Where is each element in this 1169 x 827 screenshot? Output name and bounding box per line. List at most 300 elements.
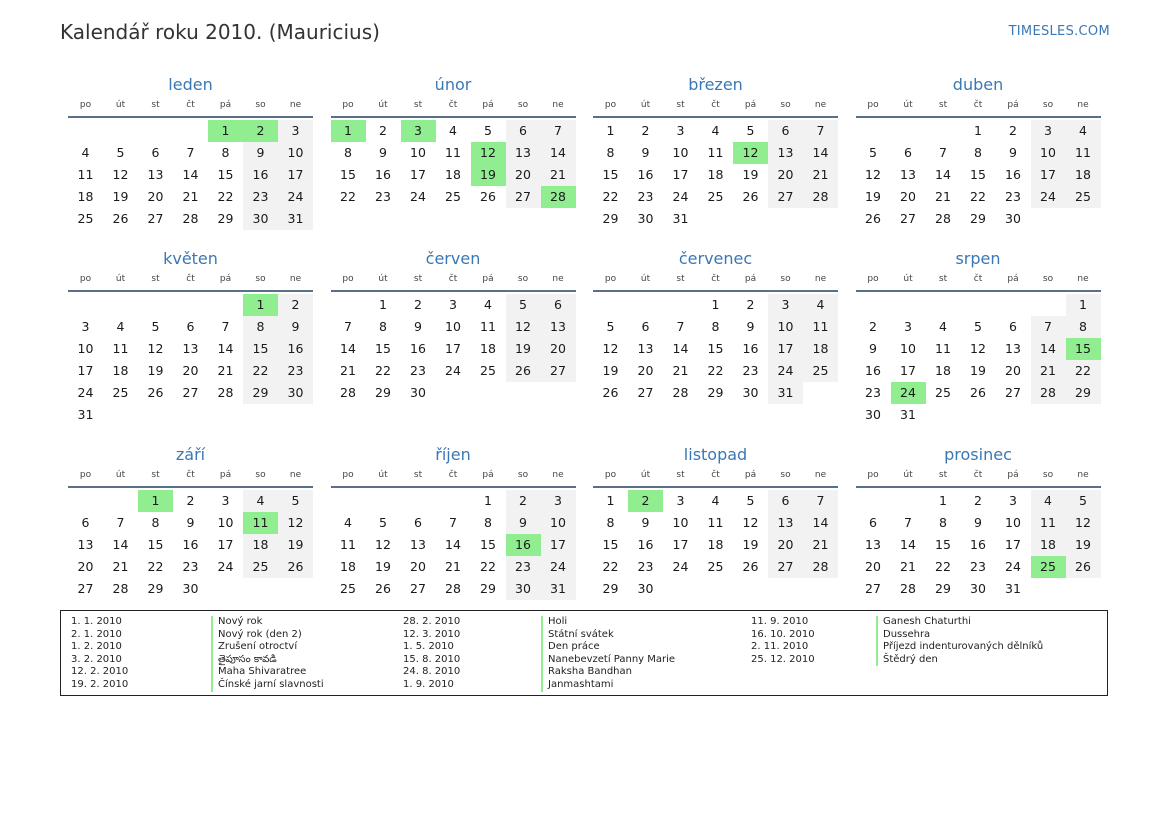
empty-cell (331, 490, 366, 512)
weekday-label: so (255, 470, 266, 480)
day-cell: 11 (1066, 142, 1101, 164)
day-cell: 28 (217, 385, 234, 400)
day-cell: 29 (1066, 382, 1101, 404)
day-cell: 9 (746, 319, 755, 334)
day-cell: 2 (746, 297, 755, 312)
day-cell: 15 (602, 537, 619, 552)
month-červenec (593, 247, 838, 404)
legend-date: 28. 2. 2010 (403, 616, 461, 627)
weekday-label: po (342, 100, 354, 110)
day-cell: 18 (445, 167, 461, 182)
day-cell: 10 (900, 341, 916, 356)
weekday-label: čt (711, 470, 720, 480)
weekday-label: út (640, 470, 651, 480)
day-cell: 20 (541, 338, 576, 360)
day-cell: 18 (77, 189, 94, 204)
day-cell: 16 (410, 341, 426, 356)
legend-holiday-name: Čínské jarní slavnosti (211, 679, 324, 692)
month-name: září (175, 445, 206, 464)
empty-cell (1031, 294, 1066, 316)
month-září (68, 443, 313, 600)
day-cell: 11 (707, 145, 724, 160)
day-cell: 7 (904, 515, 912, 530)
day-cell: 26 (375, 581, 391, 596)
legend-date: 12. 3. 2010 (403, 628, 461, 640)
day-cell: 31 (900, 407, 916, 422)
day-cell: 3 (278, 120, 313, 142)
empty-cell (173, 120, 208, 142)
day-cell: 18 (243, 534, 278, 556)
month-name: listopad (683, 445, 748, 464)
legend-date: 1. 2. 2010 (71, 641, 122, 653)
day-cell: 1 (484, 493, 492, 508)
day-cell: 30 (637, 211, 654, 226)
day-cell: 5 (151, 319, 160, 334)
empty-cell (68, 490, 103, 512)
weekday-label: út (115, 100, 126, 110)
day-cell: 13 (77, 537, 94, 552)
day-cell: 10 (1031, 142, 1066, 164)
day-cell: 22 (602, 189, 619, 204)
empty-cell (103, 490, 138, 512)
weekday-label: čt (448, 100, 458, 110)
day-cell: 31 (1005, 581, 1021, 596)
empty-cell (628, 294, 663, 316)
weekday-label: so (255, 100, 266, 110)
day-grid (331, 294, 576, 404)
empty-cell (68, 294, 103, 316)
day-cell: 21 (935, 189, 951, 204)
day-cell: 4 (116, 319, 125, 334)
day-cell: 14 (803, 512, 838, 534)
weekday-label: čt (973, 274, 983, 284)
holiday-day-cell: 11 (243, 512, 278, 534)
day-cell: 28 (935, 211, 951, 226)
legend-holiday-name: Raksha Bandhan (541, 666, 675, 679)
day-cell: 21 (340, 363, 356, 378)
day-cell: 30 (865, 407, 881, 422)
day-cell: 8 (939, 515, 947, 530)
weekday-label: pá (1007, 274, 1019, 284)
day-cell: 15 (970, 167, 986, 182)
month-květen (68, 247, 313, 426)
weekday-label: so (517, 274, 529, 284)
day-cell: 27 (900, 211, 916, 226)
weekday-label: st (413, 470, 423, 480)
month-leden (68, 73, 313, 230)
day-cell: 31 (541, 578, 576, 600)
day-cell: 19 (112, 189, 129, 204)
day-cell: 1 (606, 123, 615, 138)
holiday-legend (60, 610, 1108, 696)
day-cell: 28 (182, 211, 199, 226)
legend-names-col-2 (541, 616, 675, 692)
day-cell: 12 (375, 537, 391, 552)
day-cell: 3 (541, 490, 576, 512)
legend-names-col-3 (876, 616, 1043, 666)
day-cell: 23 (637, 189, 654, 204)
legend-date: 2. 11. 2010 (751, 641, 809, 653)
holiday-day-cell: 25 (1031, 556, 1066, 578)
legend-holiday-name: Janmashtami (541, 679, 675, 692)
weekday-label: ne (814, 274, 827, 284)
day-cell: 3 (449, 297, 457, 312)
day-cell: 27 (1005, 385, 1021, 400)
empty-cell (891, 294, 926, 316)
day-cell: 1 (711, 297, 720, 312)
legend-date: 12. 2. 2010 (71, 666, 129, 678)
weekday-label: pá (482, 274, 494, 284)
month-name: duben (952, 75, 1004, 94)
day-cell: 14 (217, 341, 234, 356)
day-cell: 10 (672, 515, 689, 530)
day-cell: 29 (243, 382, 278, 404)
day-cell: 8 (221, 145, 230, 160)
day-cell: 28 (672, 385, 689, 400)
day-cell: 6 (904, 145, 912, 160)
day-cell: 28 (1031, 382, 1066, 404)
day-cell: 21 (1031, 360, 1066, 382)
day-cell: 21 (900, 559, 916, 574)
day-cell: 16 (742, 341, 759, 356)
month-divider (856, 116, 1101, 118)
day-cell: 14 (112, 537, 129, 552)
day-cell: 4 (711, 493, 720, 508)
legend-date: 1. 9. 2010 (403, 678, 454, 690)
month-březen (593, 73, 838, 230)
legend-holiday-name: Nanebevzetí Panny Marie (541, 654, 675, 667)
day-cell: 20 (77, 559, 94, 574)
day-cell: 22 (602, 559, 619, 574)
day-cell: 28 (112, 581, 129, 596)
weekday-header (68, 271, 313, 287)
day-cell: 6 (506, 120, 541, 142)
day-cell: 10 (410, 145, 426, 160)
day-cell: 14 (1031, 338, 1066, 360)
day-cell: 20 (1005, 363, 1021, 378)
legend-holiday-name: Dussehra (876, 629, 1043, 642)
empty-cell (856, 490, 891, 512)
day-cell: 17 (445, 341, 461, 356)
day-cell: 24 (1005, 559, 1021, 574)
day-cell: 27 (768, 186, 803, 208)
day-grid (856, 120, 1101, 230)
day-cell: 30 (410, 385, 426, 400)
weekday-header (331, 271, 576, 287)
day-cell: 24 (672, 559, 689, 574)
day-cell: 20 (506, 164, 541, 186)
day-cell: 13 (637, 341, 654, 356)
day-cell: 29 (217, 211, 234, 226)
day-cell: 22 (970, 189, 986, 204)
day-cell: 18 (1031, 534, 1066, 556)
day-cell: 3 (1031, 120, 1066, 142)
day-cell: 9 (186, 515, 195, 530)
day-cell: 10 (445, 319, 461, 334)
month-divider (856, 486, 1101, 488)
day-cell: 5 (484, 123, 492, 138)
day-cell: 19 (147, 363, 164, 378)
weekday-label: út (640, 274, 651, 284)
day-cell: 4 (803, 294, 838, 316)
day-cell: 18 (1066, 164, 1101, 186)
day-cell: 14 (672, 341, 689, 356)
day-cell: 1 (974, 123, 982, 138)
page-title: Kalendář roku 2010. (Mauricius) (60, 20, 380, 44)
weekday-label: pá (1007, 100, 1019, 110)
day-cell: 13 (1005, 341, 1021, 356)
day-cell: 17 (768, 338, 803, 360)
day-cell: 4 (81, 145, 90, 160)
month-name: leden (168, 75, 213, 94)
day-cell: 14 (445, 537, 461, 552)
month-divider (68, 116, 313, 118)
day-cell: 6 (186, 319, 195, 334)
weekday-label: čt (448, 470, 458, 480)
day-cell: 24 (1031, 186, 1066, 208)
day-cell: 19 (278, 534, 313, 556)
day-cell: 17 (278, 164, 313, 186)
weekday-label: út (640, 100, 651, 110)
day-cell: 11 (707, 515, 724, 530)
weekday-label: po (604, 470, 617, 480)
day-cell: 21 (182, 189, 199, 204)
day-cell: 6 (768, 490, 803, 512)
month-červen (331, 247, 576, 404)
day-cell: 8 (484, 515, 492, 530)
day-cell: 11 (803, 316, 838, 338)
day-grid (68, 294, 313, 426)
day-cell: 26 (278, 556, 313, 578)
day-cell: 14 (900, 537, 916, 552)
day-cell: 6 (151, 145, 160, 160)
day-cell: 24 (278, 186, 313, 208)
day-cell: 20 (865, 559, 881, 574)
day-cell: 17 (672, 537, 689, 552)
day-cell: 4 (939, 319, 947, 334)
day-cell: 16 (970, 537, 986, 552)
day-cell: 30 (506, 578, 541, 600)
weekday-label: čt (186, 100, 195, 110)
day-cell: 22 (1066, 360, 1101, 382)
weekday-label: st (938, 274, 948, 284)
day-cell: 26 (865, 211, 881, 226)
holiday-day-cell: 15 (1066, 338, 1101, 360)
holiday-day-cell: 2 (628, 490, 663, 512)
day-cell: 17 (410, 167, 426, 182)
weekday-label: st (938, 100, 948, 110)
day-cell: 26 (112, 211, 129, 226)
holiday-day-cell: 1 (208, 120, 243, 142)
weekday-label: pá (219, 274, 232, 284)
day-cell: 24 (672, 189, 689, 204)
weekday-label: út (115, 470, 126, 480)
day-cell: 26 (970, 385, 986, 400)
empty-cell (926, 120, 961, 142)
day-cell: 13 (410, 537, 426, 552)
legend-holiday-name: Příjezd indenturovaných dělníků (876, 641, 1043, 654)
day-cell: 27 (865, 581, 881, 596)
day-cell: 15 (602, 167, 619, 182)
day-cell: 5 (746, 123, 755, 138)
day-cell: 14 (803, 142, 838, 164)
month-name: srpen (955, 249, 1001, 268)
day-cell: 3 (768, 294, 803, 316)
day-cell: 8 (974, 145, 982, 160)
day-cell: 31 (768, 382, 803, 404)
day-cell: 25 (445, 189, 461, 204)
day-cell: 8 (243, 316, 278, 338)
day-cell: 3 (221, 493, 230, 508)
holiday-day-cell: 1 (331, 120, 366, 142)
day-cell: 2 (414, 297, 422, 312)
day-cell: 21 (541, 164, 576, 186)
day-cell: 1 (606, 493, 615, 508)
weekday-label: pá (1007, 470, 1019, 480)
day-cell: 26 (147, 385, 164, 400)
day-cell: 23 (243, 186, 278, 208)
day-cell: 7 (676, 319, 685, 334)
day-grid (593, 294, 838, 404)
day-cell: 27 (637, 385, 654, 400)
legend-date: 11. 9. 2010 (751, 616, 809, 627)
day-cell: 24 (77, 385, 94, 400)
weekday-label: po (79, 470, 92, 480)
day-cell: 24 (541, 556, 576, 578)
day-cell: 26 (506, 360, 541, 382)
day-cell: 15 (480, 537, 496, 552)
empty-cell (401, 490, 436, 512)
day-cell: 4 (344, 515, 352, 530)
day-cell: 7 (344, 319, 352, 334)
day-cell: 16 (182, 537, 199, 552)
day-cell: 27 (541, 360, 576, 382)
day-cell: 24 (445, 363, 461, 378)
day-cell: 17 (1005, 537, 1021, 552)
weekday-label: so (517, 470, 529, 480)
weekday-label: čt (973, 470, 983, 480)
day-cell: 2 (641, 123, 650, 138)
empty-cell (138, 120, 173, 142)
day-cell: 23 (410, 363, 426, 378)
month-name: únor (434, 75, 472, 94)
weekday-header (593, 97, 838, 113)
day-cell: 9 (641, 515, 650, 530)
day-cell: 19 (742, 167, 759, 182)
month-divider (331, 486, 576, 488)
month-únor (331, 73, 576, 208)
day-cell: 5 (606, 319, 615, 334)
weekday-label: čt (186, 470, 195, 480)
weekday-label: ne (552, 274, 564, 284)
weekday-label: ne (1077, 100, 1089, 110)
legend-date: 16. 10. 2010 (751, 628, 815, 640)
day-cell: 5 (746, 493, 755, 508)
day-cell: 16 (865, 363, 881, 378)
weekday-label: pá (482, 100, 494, 110)
empty-cell (208, 294, 243, 316)
weekday-label: st (151, 470, 160, 480)
day-cell: 15 (147, 537, 164, 552)
day-cell: 8 (1066, 316, 1101, 338)
day-cell: 25 (112, 385, 129, 400)
day-cell: 9 (414, 319, 422, 334)
day-cell: 30 (182, 581, 199, 596)
site-link[interactable]: TIMESLES.COM (1008, 24, 1110, 39)
day-cell: 11 (112, 341, 129, 356)
day-cell: 16 (637, 537, 654, 552)
empty-cell (856, 120, 891, 142)
day-cell: 18 (803, 338, 838, 360)
weekday-label: út (378, 274, 388, 284)
day-cell: 19 (375, 559, 391, 574)
day-grid (593, 490, 838, 600)
day-cell: 26 (742, 189, 759, 204)
empty-cell (891, 120, 926, 142)
weekday-header (331, 97, 576, 113)
month-name: prosinec (944, 445, 1012, 464)
day-cell: 23 (375, 189, 391, 204)
weekday-label: ne (552, 470, 564, 480)
day-cell: 18 (480, 341, 496, 356)
day-cell: 23 (1005, 189, 1021, 204)
holiday-day-cell: 1 (243, 294, 278, 316)
day-cell: 10 (672, 145, 689, 160)
day-cell: 31 (672, 211, 689, 226)
day-cell: 3 (81, 319, 90, 334)
empty-cell (593, 294, 628, 316)
day-cell: 13 (541, 316, 576, 338)
day-cell: 29 (707, 385, 724, 400)
day-cell: 30 (278, 382, 313, 404)
day-cell: 28 (900, 581, 916, 596)
empty-cell (436, 490, 471, 512)
day-cell: 18 (935, 363, 951, 378)
legend-date: 25. 12. 2010 (751, 653, 815, 665)
weekday-label: so (517, 100, 529, 110)
day-cell: 30 (970, 581, 986, 596)
empty-cell (961, 294, 996, 316)
empty-cell (103, 294, 138, 316)
day-cell: 13 (506, 142, 541, 164)
month-divider (68, 290, 313, 292)
day-cell: 1 (939, 493, 947, 508)
weekday-label: čt (186, 274, 195, 284)
day-cell: 10 (217, 515, 234, 530)
holiday-day-cell: 28 (541, 186, 576, 208)
day-cell: 17 (1031, 164, 1066, 186)
day-cell: 23 (865, 385, 881, 400)
day-cell: 15 (375, 341, 391, 356)
weekday-label: st (938, 470, 948, 480)
day-cell: 5 (869, 145, 877, 160)
day-cell: 4 (1031, 490, 1066, 512)
day-cell: 7 (186, 145, 195, 160)
day-cell: 27 (77, 581, 94, 596)
day-cell: 6 (81, 515, 90, 530)
day-cell: 22 (217, 189, 234, 204)
day-cell: 26 (742, 559, 759, 574)
day-cell: 4 (449, 123, 457, 138)
day-grid (331, 490, 576, 600)
day-cell: 23 (182, 559, 199, 574)
day-cell: 2 (869, 319, 877, 334)
weekday-label: ne (289, 100, 302, 110)
day-cell: 6 (1009, 319, 1017, 334)
day-cell: 23 (278, 360, 313, 382)
day-grid (331, 120, 576, 208)
day-cell: 16 (1005, 167, 1021, 182)
